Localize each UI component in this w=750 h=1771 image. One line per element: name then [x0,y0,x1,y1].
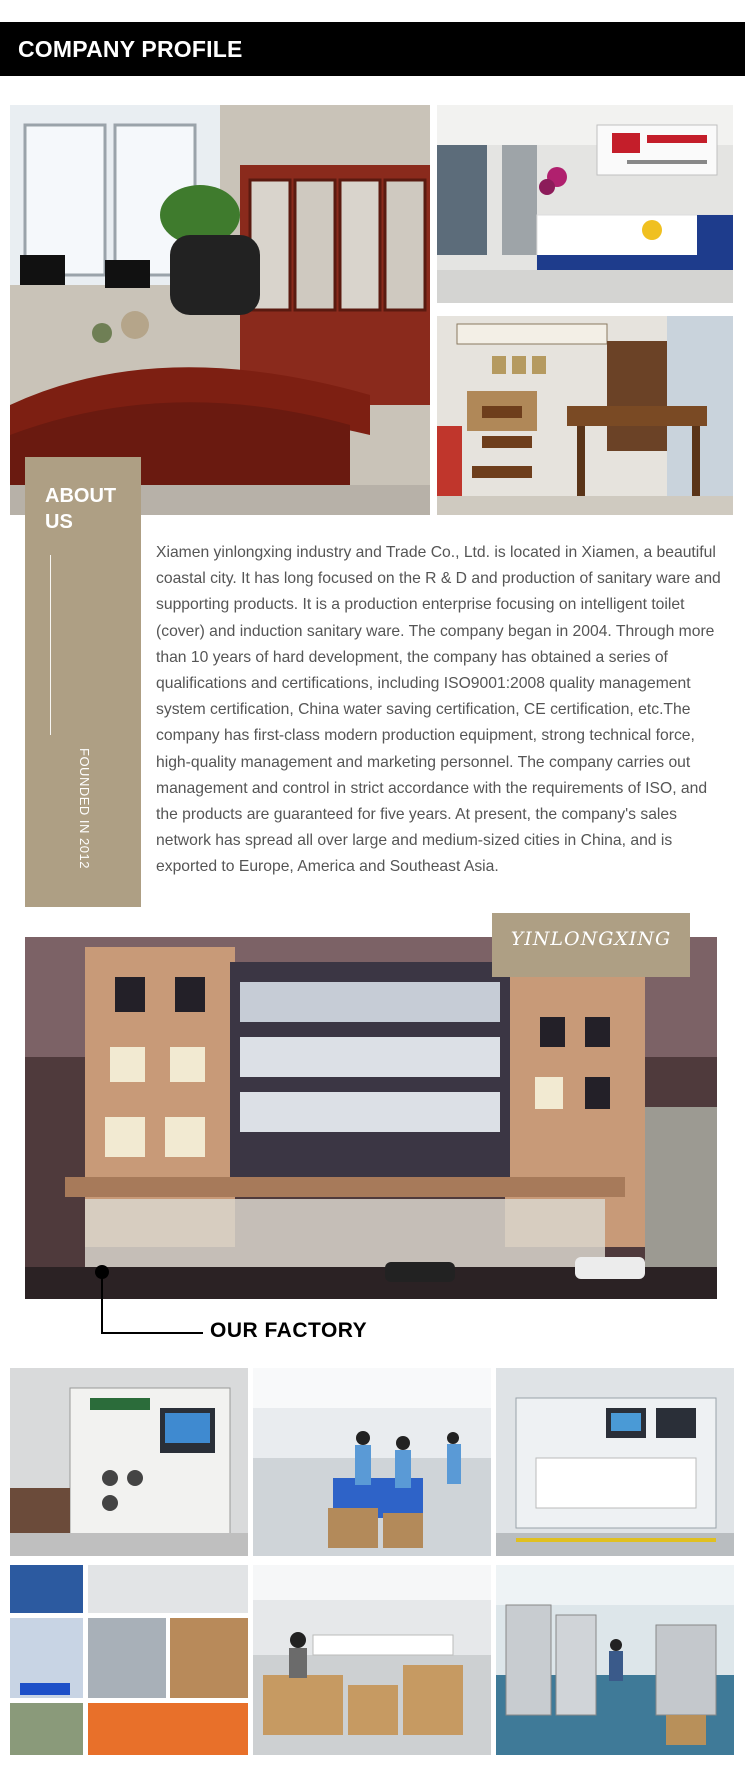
automated-line-photo [496,1368,734,1556]
pin-line-horizontal [101,1332,203,1334]
about-text: Xiamen yinlongxing industry and Trade Co., Ltd. is located in Xiamen, a beautiful coastal city. It has long focused on the R & D and production of sanitary ware and supporting products. It is a production enterprise focusing on intelligent toilet (cover) and induction sanitary ware. The company began in 2004. Through more than 10 years of hard development, the company has obtained a series of qualifications and certifications, including ISO9001:2008 quality management system certification, China water saving certification, CE certification, etc.The company has first-class modern production equipment, strong technical force, high-quality management and marketing personnel. The company carries out management and control in strict accordance with the requirements of ISO, and the products are guaranteed for five years. At present, the company's sales network has spread all over large and medium-sized cities in China, and is exported to Europe, America and Southeast Asia. [156,544,721,876]
founded-label: FOUNDED IN 2012 [77,748,92,869]
brand-name: YINLONGXING [510,928,672,950]
about-title: ABOUT US [45,485,117,533]
workshop-floor-photo [496,1565,734,1755]
pin-line-vertical [101,1278,103,1333]
parts-collage-photo [10,1565,248,1755]
office-desk-photo [10,105,430,515]
pin-dot-icon [95,1265,109,1279]
packing-area-photo [253,1565,491,1755]
factory-title: OUR FACTORY [210,1319,368,1342]
about-divider [50,555,51,735]
reception-desk-photo [437,105,733,303]
page-title: COMPANY PROFILE [18,36,243,62]
assembly-line-photo [253,1368,491,1556]
factory-building-photo [25,937,717,1299]
testing-machine-photo [10,1368,248,1556]
tea-room-photo [437,316,733,515]
